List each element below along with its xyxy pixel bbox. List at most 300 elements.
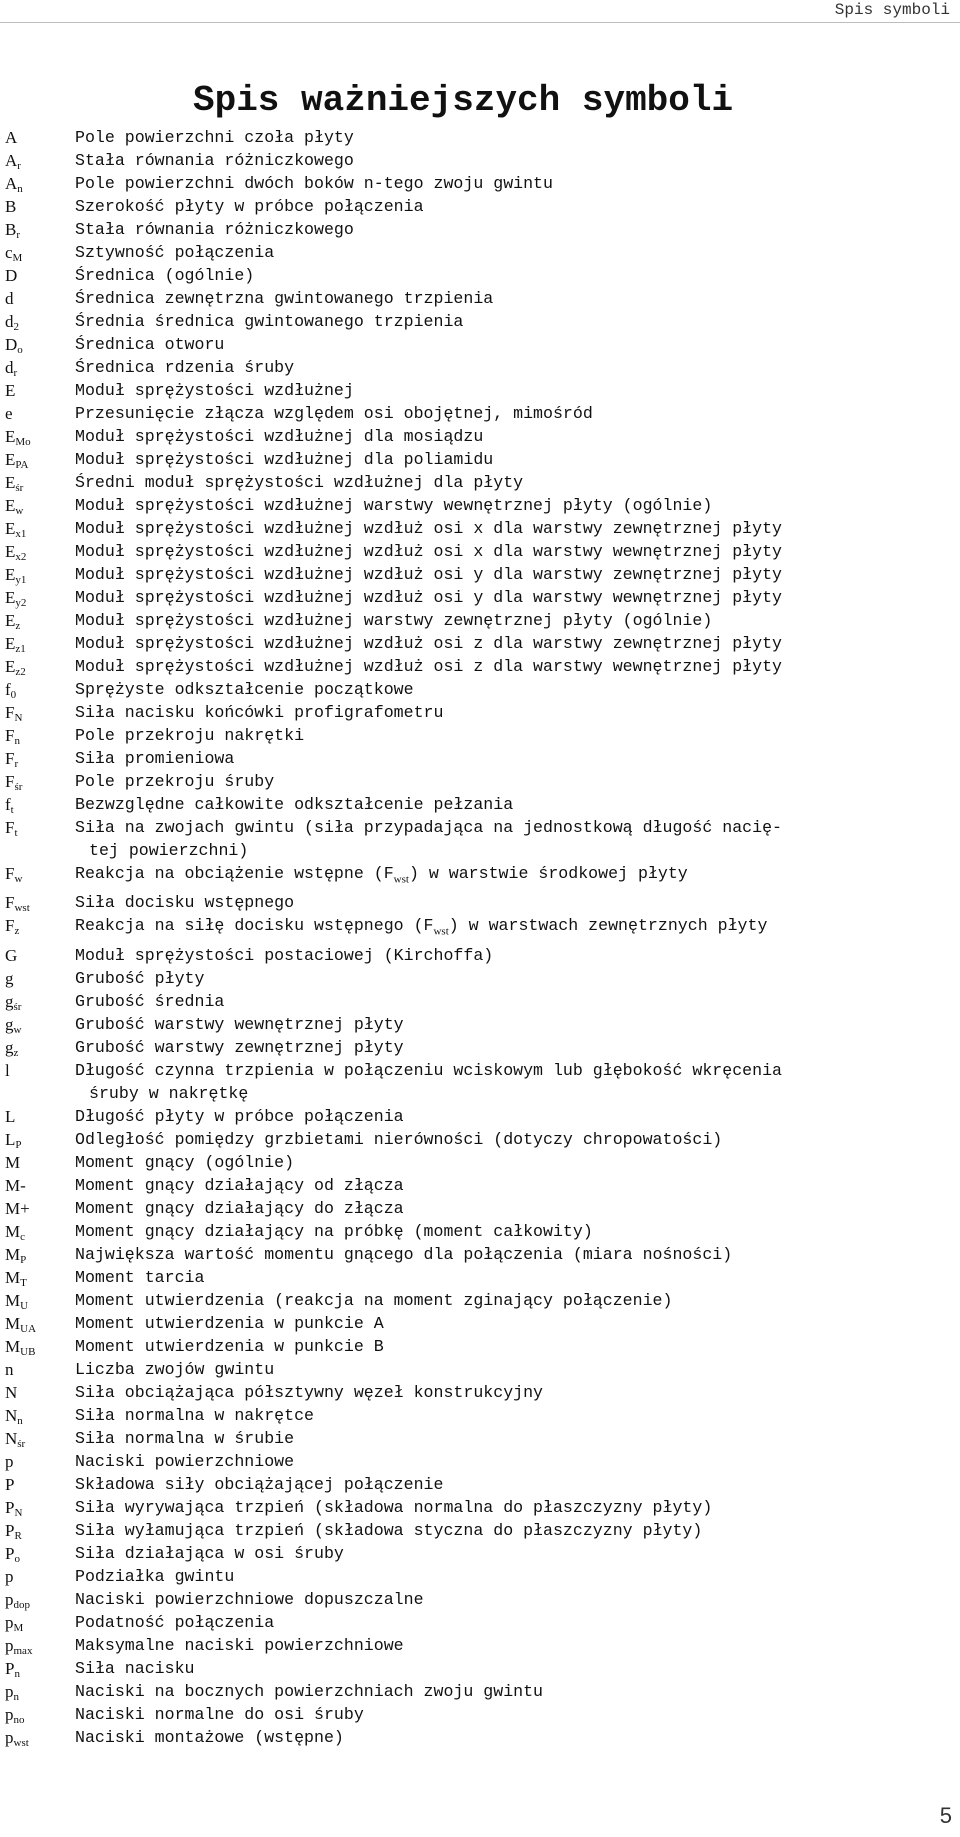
symbol xyxy=(5,1381,75,1404)
description-text: Moduł sprężystości wzdłużnej dla mosiądzu xyxy=(75,427,484,446)
symbol-subscript: w xyxy=(14,873,23,885)
symbol-base: P xyxy=(5,1497,15,1517)
symbol-subscript: Mo xyxy=(15,436,31,448)
description-text: Siła normalna w nakrętce xyxy=(75,1405,314,1425)
description-text: Siła wyłamująca trzpień (składowa styczna do płaszczyzny płyty) xyxy=(75,1520,703,1540)
symbol-description xyxy=(75,1427,960,1450)
symbol-description xyxy=(75,517,960,540)
symbol-subscript: śr xyxy=(17,1437,26,1450)
symbol-description xyxy=(75,967,960,990)
symbol-list xyxy=(5,126,960,1749)
symbol xyxy=(5,1013,75,1036)
symbol-subscript: o xyxy=(14,1552,20,1565)
symbol-base: A xyxy=(5,151,18,170)
symbol-description xyxy=(75,195,960,218)
symbol-description xyxy=(75,1611,960,1634)
symbol-row xyxy=(5,1381,960,1404)
symbol xyxy=(5,1243,75,1266)
description-text: Siła na zwojach gwintu (siła przypadająca na jednostkową długość nacię- xyxy=(75,818,783,837)
symbol-row xyxy=(5,967,960,990)
symbol-description xyxy=(75,1473,960,1496)
symbol-base: F xyxy=(5,916,15,936)
symbol-description xyxy=(75,287,960,310)
symbol-base: d xyxy=(5,312,14,331)
symbol-base: n xyxy=(5,1359,14,1379)
symbol xyxy=(5,891,75,914)
symbol xyxy=(5,471,75,494)
description-text: Szerokość płyty w próbce połączenia xyxy=(75,197,424,216)
symbol-description xyxy=(75,1496,960,1519)
symbol-base: d xyxy=(5,358,14,377)
symbol-description xyxy=(75,540,960,563)
symbol-subscript: U xyxy=(20,1299,29,1312)
symbol-base: E xyxy=(5,496,16,515)
description-text: Siła nacisku końcówki profigrafometru xyxy=(75,703,444,722)
description-text: Średni moduł sprężystości wzdłużnej dla płyty xyxy=(75,473,524,492)
symbol-base: M xyxy=(5,1313,21,1333)
symbol-row xyxy=(5,586,960,609)
symbol-base: E xyxy=(5,565,16,584)
symbol-row xyxy=(5,655,960,678)
symbol-row xyxy=(5,540,960,563)
symbol-description xyxy=(75,1220,960,1243)
symbol-subscript: y1 xyxy=(15,574,27,586)
symbol xyxy=(5,1634,75,1657)
description-text: Pole przekroju nakrętki xyxy=(75,726,305,745)
symbol-row xyxy=(5,1427,960,1450)
symbol xyxy=(5,701,75,724)
symbol xyxy=(5,195,75,218)
page-header xyxy=(0,0,960,23)
symbol-description xyxy=(75,678,960,701)
symbol xyxy=(5,1266,75,1289)
symbol xyxy=(5,914,75,937)
symbol-base: p xyxy=(5,1451,14,1471)
symbol-base: M+ xyxy=(5,1198,30,1218)
symbol-subscript: T xyxy=(20,1276,27,1289)
symbol-row xyxy=(5,264,960,287)
symbol-base: P xyxy=(5,1474,15,1494)
description-text: Długość płyty w próbce połączenia xyxy=(75,1106,404,1126)
description-text: Średnica rdzenia śruby xyxy=(75,358,295,377)
description-text: Reakcja na siłę docisku wstępnego (F xyxy=(75,916,434,936)
symbol-description xyxy=(75,1565,960,1588)
symbol-row xyxy=(5,609,960,632)
symbol-row xyxy=(5,747,960,770)
symbol xyxy=(5,655,75,678)
symbol-row xyxy=(5,402,960,425)
symbol-row xyxy=(5,632,960,655)
description-text: Siła nacisku xyxy=(75,1658,195,1678)
symbol xyxy=(5,586,75,609)
description-text: Naciski na bocznych powierzchniach zwoju gwintu xyxy=(75,1681,544,1701)
symbol-subscript: c xyxy=(20,1230,26,1243)
symbol-row xyxy=(5,1611,960,1634)
symbol-base: F xyxy=(5,818,15,837)
symbol xyxy=(5,402,75,425)
symbol-base: d xyxy=(5,289,14,308)
symbol xyxy=(5,1450,75,1473)
symbol-subscript: śr xyxy=(15,482,24,494)
symbol-row xyxy=(5,1473,960,1496)
symbol-row xyxy=(5,1496,960,1519)
description-text: Średnica zewnętrzna gwintowanego trzpienia xyxy=(75,289,494,308)
description-text: Długość czynna trzpienia w połączeniu wciskowym lub głębokość wkręcenia xyxy=(75,1060,783,1080)
symbol-row xyxy=(5,517,960,540)
symbol xyxy=(5,1496,75,1519)
symbol xyxy=(5,632,75,655)
page-title: Spis ważniejszych symboli xyxy=(193,80,734,121)
description-text: Moment gnący (ogólnie) xyxy=(75,1152,295,1172)
symbol-description xyxy=(75,586,960,609)
symbol-base: M xyxy=(5,1290,21,1310)
description-text: Moduł sprężystości wzdłużnej warstwy zewnętrznej płyty (ogólnie) xyxy=(75,611,713,630)
description-text: Grubość warstwy zewnętrznej płyty xyxy=(75,1037,404,1057)
header-title: Spis symboli xyxy=(834,1,950,19)
description-text: Moduł sprężystości wzdłużnej wzdłuż osi x dla warstwy wewnętrznej płyty xyxy=(75,542,783,561)
symbol-base: g xyxy=(5,991,14,1011)
symbol xyxy=(5,1128,75,1151)
symbol-row xyxy=(5,862,960,891)
symbol-row xyxy=(5,1312,960,1335)
symbol xyxy=(5,172,75,195)
description-text: Moduł sprężystości postaciowej (Kirchoffa) xyxy=(75,945,494,965)
description-text: Moment utwierdzenia (reakcja na moment zginający połączenie) xyxy=(75,1290,673,1310)
symbol-base: c xyxy=(5,243,13,262)
symbol xyxy=(5,1588,75,1611)
symbol-row xyxy=(5,379,960,402)
symbol-description xyxy=(75,1266,960,1289)
symbol xyxy=(5,1220,75,1243)
symbol-row xyxy=(5,1151,960,1174)
symbol-row xyxy=(5,1588,960,1611)
symbol-description xyxy=(75,126,960,149)
symbol-description xyxy=(75,218,960,241)
symbol-description xyxy=(75,425,960,448)
symbol-base: M xyxy=(5,1221,21,1241)
symbol-description xyxy=(75,1680,960,1703)
symbol-base: M xyxy=(5,1244,21,1264)
symbol xyxy=(5,609,75,632)
symbol xyxy=(5,149,75,172)
description-text: Naciski powierzchniowe dopuszczalne xyxy=(75,1589,424,1609)
symbol-row xyxy=(5,287,960,310)
symbol-subscript: wst xyxy=(13,1736,29,1749)
description-text: Sprężyste odkształcenie początkowe xyxy=(75,680,414,699)
description-text: Średnica otworu xyxy=(75,335,225,354)
symbol-subscript: n xyxy=(14,1667,20,1680)
description-text: Moment utwierdzenia w punkcie B xyxy=(75,1336,384,1356)
symbol-base: l xyxy=(5,1060,10,1080)
description-subscript: wst xyxy=(433,925,449,938)
description-tail: ) w warstwach zewnętrznych płyty xyxy=(448,916,768,936)
symbol xyxy=(5,356,75,379)
symbol-subscript: z1 xyxy=(15,643,26,655)
symbol-row xyxy=(5,770,960,793)
symbol xyxy=(5,1197,75,1220)
symbol xyxy=(5,724,75,747)
description-text: Podziałka gwintu xyxy=(75,1566,235,1586)
symbol-base: p xyxy=(5,1566,14,1586)
symbol-row xyxy=(5,1542,960,1565)
symbol-subscript: z xyxy=(15,620,21,632)
symbol-base: M xyxy=(5,1267,21,1287)
symbol-subscript: z xyxy=(14,925,20,938)
symbol-subscript: M xyxy=(13,1621,24,1634)
symbol xyxy=(5,816,75,839)
symbol-base: p xyxy=(5,1635,14,1655)
symbol-base: D xyxy=(5,335,18,354)
symbol-row xyxy=(5,1105,960,1128)
symbol xyxy=(5,1565,75,1588)
symbol-description xyxy=(75,172,960,195)
symbol xyxy=(5,1312,75,1335)
symbol-description xyxy=(75,793,960,816)
symbol-row xyxy=(5,241,960,264)
symbol-description xyxy=(75,1128,960,1151)
symbol xyxy=(5,517,75,540)
symbol-base: p xyxy=(5,1704,14,1724)
symbol xyxy=(5,287,75,310)
symbol-subscript: M xyxy=(12,252,23,264)
symbol-subscript: o xyxy=(17,344,23,356)
symbol-base: F xyxy=(5,893,15,913)
symbol-subscript: r xyxy=(17,160,21,172)
symbol xyxy=(5,1519,75,1542)
symbol-base: E xyxy=(5,381,16,400)
symbol xyxy=(5,747,75,770)
symbol xyxy=(5,218,75,241)
symbol-base: L xyxy=(5,1129,16,1149)
symbol xyxy=(5,264,75,287)
symbol-base: N xyxy=(5,1428,18,1448)
description-text: Moment gnący działający na próbkę (moment całkowity) xyxy=(75,1221,593,1241)
symbol xyxy=(5,540,75,563)
symbol xyxy=(5,1703,75,1726)
symbol-row xyxy=(5,1266,960,1289)
description-text: Średnica (ogólnie) xyxy=(75,266,255,285)
symbol-description xyxy=(75,1588,960,1611)
symbol-description xyxy=(75,990,960,1013)
symbol-row xyxy=(5,1519,960,1542)
description-text: Reakcja na obciążenie wstępne (F xyxy=(75,864,394,883)
symbol-description xyxy=(75,944,960,967)
symbol-description xyxy=(75,471,960,494)
symbol xyxy=(5,1105,75,1128)
description-text: Moment gnący działający od złącza xyxy=(75,1175,404,1195)
symbol-description xyxy=(75,241,960,264)
symbol-description xyxy=(75,402,960,425)
description-text: Siła normalna w śrubie xyxy=(75,1428,295,1448)
symbol-description xyxy=(75,701,960,724)
symbol-base: f xyxy=(5,680,11,699)
symbol xyxy=(5,1151,75,1174)
symbol xyxy=(5,563,75,586)
symbol-description xyxy=(75,1381,960,1404)
symbol-base: E xyxy=(5,427,16,446)
symbol xyxy=(5,1473,75,1496)
symbol xyxy=(5,862,75,885)
symbol-base: p xyxy=(5,1612,14,1632)
description-text: Naciski powierzchniowe xyxy=(75,1451,295,1471)
description-text: Grubość warstwy wewnętrznej płyty xyxy=(75,1014,404,1034)
description-text: Pole powierzchni dwóch boków n-tego zwoju gwintu xyxy=(75,174,553,193)
symbol-description xyxy=(75,747,960,770)
symbol-subscript: x2 xyxy=(15,551,27,563)
symbol-row xyxy=(5,126,960,149)
symbol xyxy=(5,1358,75,1381)
symbol-row xyxy=(5,1036,960,1059)
description-text: Odległość pomiędzy grzbietami nierówności (dotyczy chropowatości) xyxy=(75,1129,723,1149)
description-text: Moduł sprężystości wzdłużnej dla poliamidu xyxy=(75,450,494,469)
symbol-base: G xyxy=(5,945,18,965)
symbol-base: M xyxy=(5,1152,21,1172)
symbol-subscript: 0 xyxy=(10,689,17,701)
symbol-row xyxy=(5,1289,960,1312)
symbol-row xyxy=(5,1404,960,1427)
symbol-row xyxy=(5,218,960,241)
symbol-description xyxy=(75,333,960,356)
description-text: Stała równania różniczkowego xyxy=(75,151,354,170)
symbol-base: F xyxy=(5,703,15,722)
description-text: Siła promieniowa xyxy=(75,749,235,768)
symbol-subscript: no xyxy=(13,1713,25,1726)
symbol-base: E xyxy=(5,588,16,607)
description-text: Średnia średnica gwintowanego trzpienia xyxy=(75,312,464,331)
symbol xyxy=(5,1726,75,1749)
symbol-description xyxy=(75,914,960,943)
symbol-description xyxy=(75,632,960,655)
symbol-description xyxy=(75,1358,960,1381)
symbol-row xyxy=(5,1657,960,1680)
symbol-row xyxy=(5,448,960,471)
symbol-row xyxy=(5,471,960,494)
symbol-subscript: z2 xyxy=(15,666,26,678)
symbol-description xyxy=(75,1312,960,1335)
symbol-subscript: wst xyxy=(14,902,30,915)
description-text: Siła wyrywająca trzpień (składowa normalna do płaszczyzny płyty) xyxy=(75,1497,713,1517)
symbol-description xyxy=(75,1703,960,1726)
symbol-description xyxy=(75,1519,960,1542)
description-text: Bezwzględne całkowite odkształcenie pełzania xyxy=(75,795,514,814)
description-text: Moduł sprężystości wzdłużnej xyxy=(75,381,354,400)
symbol xyxy=(5,1289,75,1312)
page-number: 5 xyxy=(939,1803,952,1828)
symbol-base: P xyxy=(5,1520,15,1540)
symbol-description xyxy=(75,609,960,632)
symbol-description xyxy=(75,816,960,839)
symbol-row xyxy=(5,333,960,356)
symbol-row xyxy=(5,944,960,967)
symbol-row xyxy=(5,172,960,195)
symbol-row xyxy=(5,1197,960,1220)
symbol-base: M xyxy=(5,1336,21,1356)
description-text: Największa wartość momentu gnącego dla połączenia (miara nośności) xyxy=(75,1244,733,1264)
description-text: Siła docisku wstępnego xyxy=(75,893,295,913)
description-text: Moduł sprężystości wzdłużnej wzdłuż osi x dla warstwy zewnętrznej płyty xyxy=(75,519,783,538)
symbol-row xyxy=(5,563,960,586)
symbol-base: P xyxy=(5,1658,15,1678)
symbol-row xyxy=(5,149,960,172)
symbol-base: p xyxy=(5,1681,14,1701)
symbol-base: B xyxy=(5,197,17,216)
symbol-subscript: t xyxy=(14,827,18,839)
symbol-description xyxy=(75,149,960,172)
symbol-row xyxy=(5,1634,960,1657)
symbol-subscript: N xyxy=(14,712,23,724)
symbol-subscript: 2 xyxy=(13,321,19,333)
symbol-description xyxy=(75,1151,960,1174)
symbol-description xyxy=(75,1404,960,1427)
symbol-subscript: r xyxy=(14,758,19,770)
symbol-description xyxy=(75,310,960,333)
symbol-description xyxy=(75,1197,960,1220)
symbol-row xyxy=(5,494,960,517)
symbol-subscript: PA xyxy=(15,459,29,471)
symbol-description xyxy=(75,494,960,517)
symbol-base: N xyxy=(5,1405,18,1425)
symbol xyxy=(5,770,75,793)
symbol-row xyxy=(5,678,960,701)
symbol-description xyxy=(75,1289,960,1312)
symbol-description xyxy=(75,1657,960,1680)
symbol xyxy=(5,678,75,701)
description-text: Stała równania różniczkowego xyxy=(75,220,354,239)
symbol-row xyxy=(5,1726,960,1749)
description-subscript: wst xyxy=(393,873,409,886)
symbol xyxy=(5,425,75,448)
symbol xyxy=(5,1542,75,1565)
description-text: Siła obciążająca półsztywny węzeł konstrukcyjny xyxy=(75,1382,544,1402)
symbol-row xyxy=(5,425,960,448)
description-text: Grubość średnia xyxy=(75,991,225,1011)
symbol-base: A xyxy=(5,174,18,193)
symbol-row xyxy=(5,1128,960,1151)
symbol-description xyxy=(75,862,960,891)
symbol xyxy=(5,967,75,990)
symbol-base: E xyxy=(5,450,16,469)
description-text: Moduł sprężystości wzdłużnej wzdłuż osi y dla warstwy zewnętrznej płyty xyxy=(75,565,783,584)
symbol-row xyxy=(5,1450,960,1473)
symbol-base: E xyxy=(5,657,16,676)
symbol-description xyxy=(75,1634,960,1657)
symbol-subscript: max xyxy=(13,1644,33,1657)
symbol-subscript: y2 xyxy=(15,597,27,609)
symbol-row xyxy=(5,891,960,914)
symbol-description xyxy=(75,1013,960,1036)
symbol-description xyxy=(75,356,960,379)
symbol-row xyxy=(5,1703,960,1726)
symbol xyxy=(5,379,75,402)
symbol-base: F xyxy=(5,726,15,745)
symbol-row xyxy=(5,1013,960,1036)
symbol-description xyxy=(75,379,960,402)
symbol-subscript: R xyxy=(14,1529,22,1542)
symbol-row xyxy=(5,1358,960,1381)
symbol-subscript: w xyxy=(13,1023,22,1036)
symbol-description xyxy=(75,1243,960,1266)
symbol-base: N xyxy=(5,1382,18,1402)
description-text: Moment tarcia xyxy=(75,1267,205,1287)
symbol-subscript: t xyxy=(10,804,14,816)
symbol-subscript: n xyxy=(17,1414,23,1427)
symbol-description xyxy=(75,1036,960,1059)
symbol-subscript: śr xyxy=(13,1000,22,1013)
symbol-base: g xyxy=(5,1037,14,1057)
symbol-base: P xyxy=(5,1543,15,1563)
symbol-row xyxy=(5,793,960,816)
symbol-base: p xyxy=(5,1727,14,1747)
